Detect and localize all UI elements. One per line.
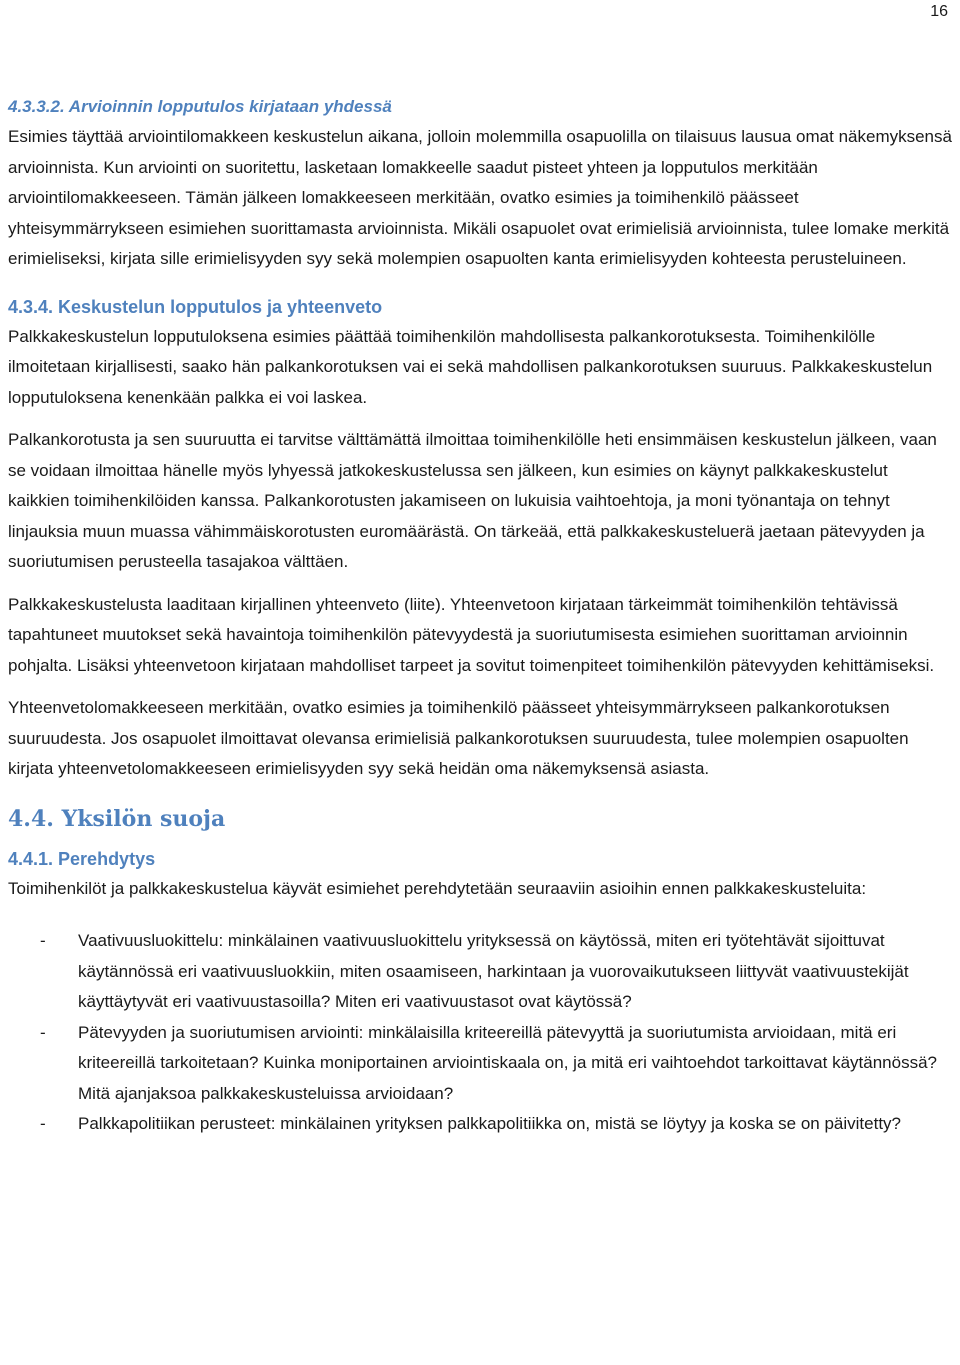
paragraph-lopputulos-3: Palkkakeskustelusta laaditaan kirjallinen yhteenveto (liite). Yhteenvetoon kirjataan tärkeimmät toimihenkilön tehtävissä tapahtuneet muutokset sekä havaintoja toimihenkilön pätevyydestä ja suoriutumisesta esimiehen suorittaman arvioinnin pohjalta. Lisäksi yhteenvetoon kirjataan mahdolliset tarpeet ja sovitut toimenpiteet toimihenkilön pätevyyden kehittämiseksi. [8, 594, 935, 675]
document-body [8, 92, 952, 1140]
list-item [8, 926, 952, 1018]
page-number: 16 [930, 3, 948, 20]
paragraph-perehdytys-intro: Toimihenkilöt ja palkkakeskustelua käyvät esimiehet perehdytetään seuraaviin asioihin ennen palkkakeskusteluita: [8, 878, 867, 898]
list-bullet: - [40, 1114, 46, 1133]
paragraph-lopputulos-1: Palkkakeskustelun lopputuloksena esimies päättää toimihenkilön mahdollisesta palkankorotuksesta. Toimihenkilölle ilmoitetaan kirjallisesti, saako hän palkankorotuksen vai ei sekä mahdollisen palkankorotuksen suuruus. Palkkakeskustelun lopputuloksena kenenkään palkka ei voi laskea. [8, 326, 933, 407]
heading-4-3-3-2: 4.3.3.2. Arvioinnin lopputulos kirjataan yhdessä [8, 97, 392, 116]
list-item [8, 1109, 952, 1140]
heading-4-4: 4.4. Yksilön suoja [8, 805, 226, 832]
perehdytys-list [8, 926, 952, 1140]
paragraph-arvioinnin-lopputulos: Esimies täyttää arviointilomakkeen keskustelun aikana, jolloin molemmilla osapuolilla on tilaisuus lausua omat näkemyksensä arvioinnista. Kun arviointi on suoritettu, lasketaan lomakkeelle saadut pisteet yhteen ja lopputulos merkitään arviointilomakkeeseen. Tämän jälkeen lomakkeeseen merkitään, ovatko esimies ja toimihenkilö päässeet yhteisymmärrykseen esimiehen suorittamasta arvioinnista. Mikäli osapuolet ovat erimielisiä arvioinnista, tulee lomake merkitä erimieliseksi, kirjata sille erimielisyyden syy sekä molempien osapuolten kanta erimielisyyden kohteesta perusteluineen. [8, 127, 952, 268]
heading-4-4-1: 4.4.1. Perehdytys [8, 848, 156, 869]
heading-4-3-4: 4.3.4. Keskustelun lopputulos ja yhteenveto [8, 296, 383, 317]
list-bullet: - [40, 931, 46, 950]
list-item-text: Vaativuusluokittelu: minkälainen vaativuusluokittelu yrityksessä on käytössä, miten eri työtehtävät sijoittuvat käytännössä eri vaativuusluokkiin, miten osaamiseen, harkintaan ja vuorovaikutukseen liittyvät vaativuustekijät käyttäytyvät eri vaativuustasoilla? Miten eri vaativuustasot ovat käytössä? [78, 931, 909, 1011]
list-bullet: - [40, 1022, 46, 1042]
paragraph-lopputulos-4: Yhteenvetolomakkeeseen merkitään, ovatko esimies ja toimihenkilö päässeet yhteisymmärrykseen palkankorotuksen suuruudesta. Jos osapuolet ilmoittavat olevansa erimielisiä palkankorotuksen suuruudesta, tulee molempien osapuolten kirjata yhteenvetolomakkeeseen erimielisyyden syy sekä heidän oma näkemyksensä asiasta. [8, 698, 909, 778]
list-item-text: Palkkapolitiikan perusteet: minkälainen yrityksen palkkapolitiikka on, mistä se löytyy ja koska se on päivitetty? [78, 1114, 902, 1133]
list-item [8, 1018, 952, 1110]
list-item-text: Pätevyyden ja suoriutumisen arviointi: minkälaisilla kriteereillä pätevyyttä ja suoriutumista arvioidaan, mitä eri kriteereillä tarkoitetaan? Kuinka moniportainen arviointiskaala on, ja mitä eri vaihtoehdot tarkoittavat käytännössä? Mitä ajanjaksoa palkkakeskusteluissa arvioidaan? [78, 1022, 937, 1103]
paragraph-lopputulos-2: Palkankorotusta ja sen suuruutta ei tarvitse välttämättä ilmoittaa toimihenkilölle heti ensimmäisen keskustelun jälkeen, vaan se voidaan ilmoittaa hänelle myös lyhyessä jatkokeskustelussa sen jälkeen, kun esimies on käynyt palkkakeskustelut kaikkien toimihenkilöiden kanssa. Palkankorotusten jakamiseen on lukuisia vaihtoehtoja, ja moni työnantaja on tehnyt linjauksia muun muassa vähimmäiskorotusten euromäärästä. On tärkeää, että palkkakeskusteluerä jaetaan pätevyyden ja suoriutumisen perusteella tasajakoa välttäen. [8, 430, 937, 571]
